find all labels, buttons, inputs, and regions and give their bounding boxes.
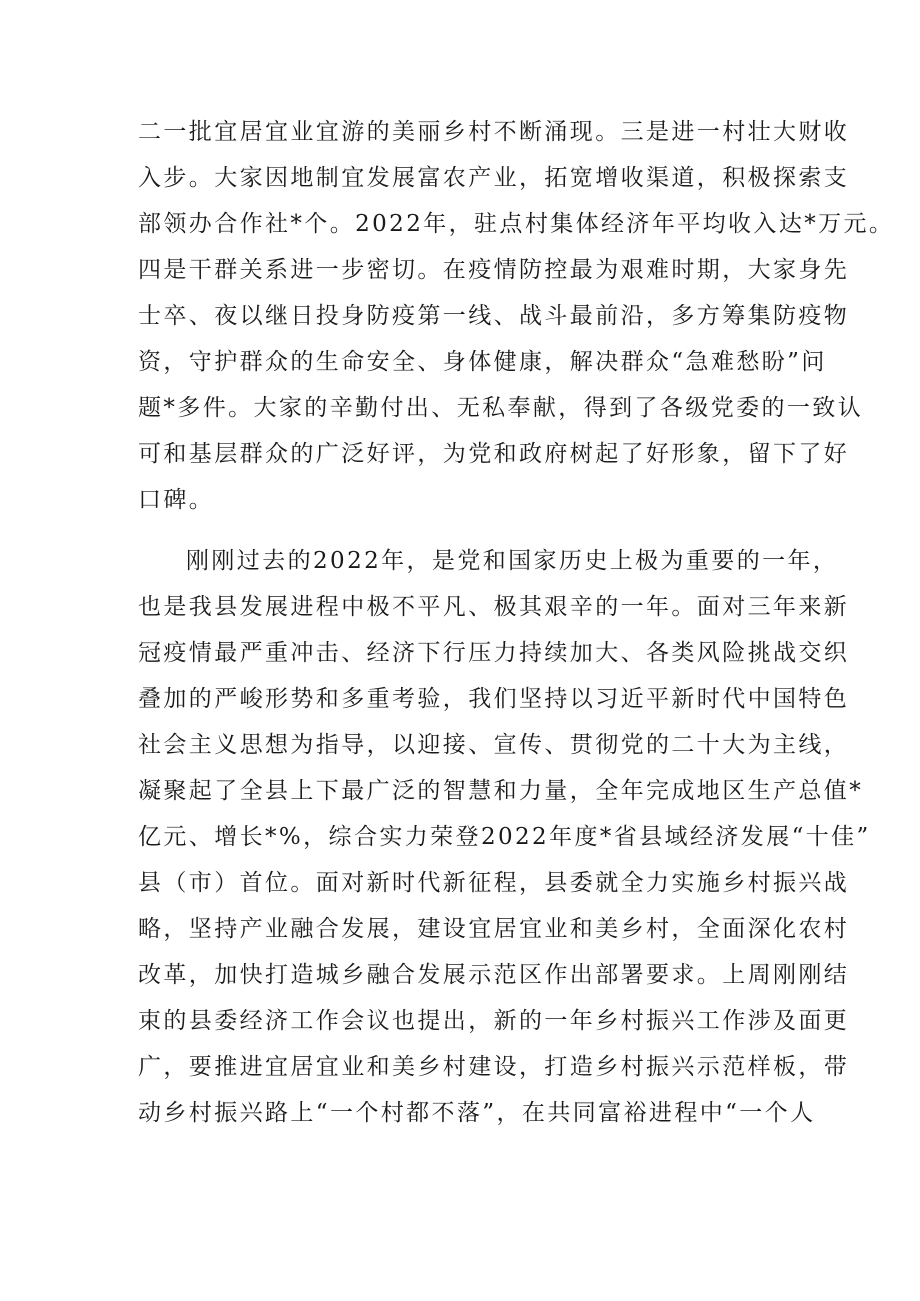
text-line: 入步。大家因地制宜发展富农产业，拓宽增收渠道，积极探索支 [138, 165, 850, 191]
text-line: 资，守护群众的生命安全、身体健康，解决群众“急难愁盼”问 [138, 349, 827, 375]
text-line: 凝聚起了全县上下最广泛的智慧和力量，全年完成地区生产总值* [138, 778, 864, 804]
text-line: 可和基层群众的广泛好评，为党和政府树起了好形象，留下了好 [138, 441, 850, 467]
text-line: 也是我县发展进程中极不平凡、极其艰辛的一年。面对三年来新 [138, 594, 850, 620]
text-line: 略，坚持产业融合发展，建设宜居宜业和美乡村，全面深化农村 [138, 916, 850, 942]
text-line: 县（市）首位。面对新时代新征程，县委就全力实施乡村振兴战 [138, 870, 850, 896]
text-line: 口碑。 [138, 487, 215, 513]
text-line: 社会主义思想为指导，以迎接、宣传、贯彻党的二十大为主线， [138, 732, 850, 758]
text-line: 士卒、夜以继日投身防疫第一线、战斗最前沿，多方筹集防疫物 [138, 303, 850, 329]
text-line: 题*多件。大家的辛勤付出、无私奉献，得到了各级党委的一致认 [138, 395, 864, 421]
text-line: 改革，加快打造城乡融合发展示范区作出部署要求。上周刚刚结 [138, 962, 850, 988]
text-line: 广，要推进宜居宜业和美乡村建设，打造乡村振兴示范样板，带 [138, 1054, 850, 1080]
text-line: 部领办合作社*个。2022年，驻点村集体经济年平均收入达*万元。 [138, 211, 895, 237]
text-line: 亿元、增长*%，综合实力荣登2022年度*省县域经济发展“十佳” [138, 824, 871, 850]
text-line: 冠疫情最严重冲击、经济下行压力持续加大、各类风险挑战交织 [138, 640, 850, 666]
text-line: 叠加的严峻形势和多重考验，我们坚持以习近平新时代中国特色 [138, 686, 850, 712]
text-line: 束的县委经济工作会议也提出，新的一年乡村振兴工作涉及面更 [138, 1008, 850, 1034]
text-line: 动乡村振兴路上“一个村都不落”，在共同富裕进程中“一个人 [138, 1100, 816, 1126]
text-line: 刚刚过去的2022年，是党和国家历史上极为重要的一年， [186, 548, 839, 574]
text-line: 二一批宜居宜业宜游的美丽乡村不断涌现。三是进一村壮大财收 [138, 119, 850, 145]
text-line: 四是干群关系进一步密切。在疫情防控最为艰难时期，大家身先 [138, 257, 850, 283]
